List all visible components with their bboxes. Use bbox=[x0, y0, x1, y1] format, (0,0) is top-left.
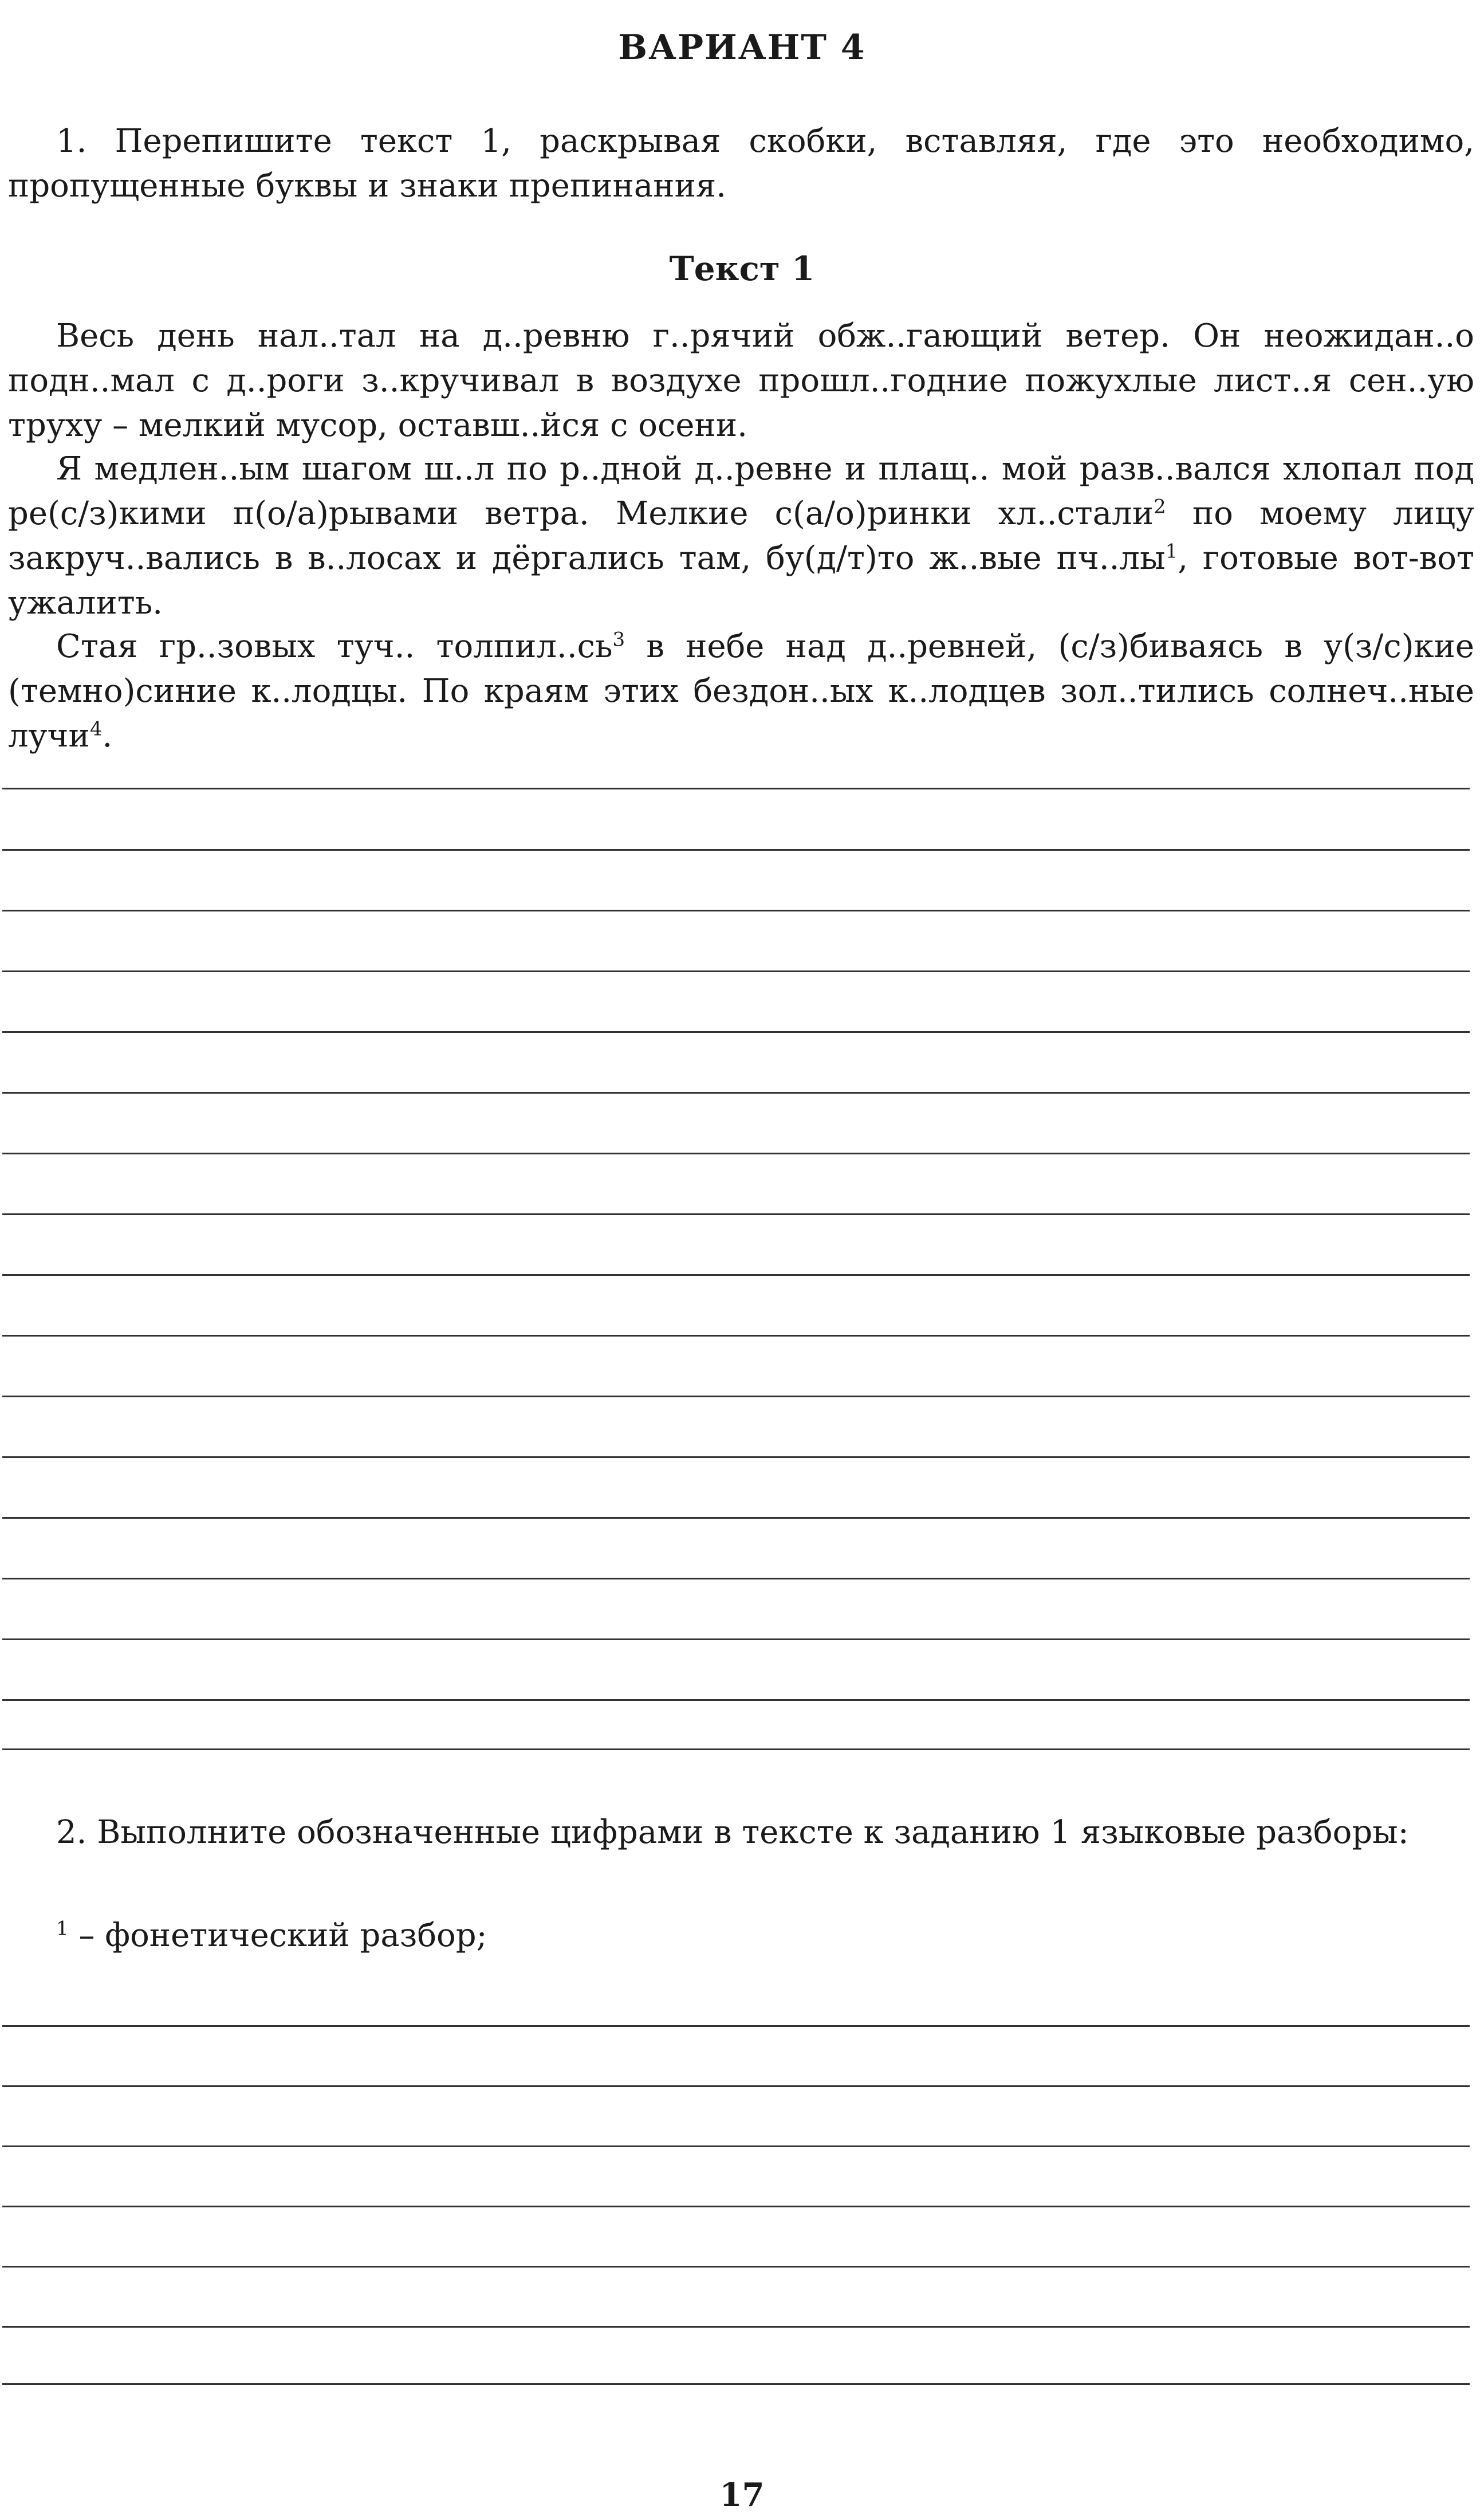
paragraph-2-part-a: Я медлен..ым шагом ш..л по р..дной д..ревне и плащ.. мой разв..вался хлопал под ре(с/з)кими п(о/а)рывами ветра. Мелкие с(а/о)ринки хл..стали bbox=[8, 450, 1474, 532]
variant-title: ВАРИАНТ 4 bbox=[618, 27, 866, 68]
paragraph-3-part-c: . bbox=[102, 717, 113, 754]
answer-line[interactable] bbox=[2, 910, 1470, 911]
paragraph-3-part-a: Стая гр..зовых туч.. толпил..сь bbox=[56, 628, 613, 665]
answer-line[interactable] bbox=[2, 849, 1470, 851]
answer-line[interactable] bbox=[2, 1153, 1470, 1154]
answer-line[interactable] bbox=[2, 970, 1470, 972]
answer-line[interactable] bbox=[2, 1517, 1470, 1519]
text-1-heading: Текст 1 bbox=[669, 249, 815, 288]
text-paragraph-2 bbox=[8, 447, 1474, 626]
footnote-mark-2: 2 bbox=[1154, 495, 1166, 518]
answer-line[interactable] bbox=[2, 2326, 1470, 2328]
page-number: 17 bbox=[719, 2476, 765, 2514]
answer-line[interactable] bbox=[2, 2145, 1470, 2147]
subtask-label: – фонетический разбор; bbox=[68, 1917, 487, 1954]
answer-line[interactable] bbox=[2, 2025, 1470, 2027]
answer-line[interactable] bbox=[2, 1456, 1470, 1458]
answer-line[interactable] bbox=[2, 1748, 1470, 1750]
answer-line[interactable] bbox=[2, 2206, 1470, 2207]
paragraph-2-part-c: , готовые вот-вот ужалить. bbox=[8, 540, 1474, 622]
answer-line[interactable] bbox=[2, 1213, 1470, 1215]
task-1-instruction: 1. Перепишите текст 1, раскрывая скобки, вставляя, где это необходимо, пропущенные буквы и знаки препинания. bbox=[8, 123, 1474, 205]
answer-line[interactable] bbox=[2, 788, 1470, 789]
task-2-subtask-1 bbox=[56, 1913, 487, 1958]
answer-line[interactable] bbox=[2, 1396, 1470, 1397]
answer-line[interactable] bbox=[2, 1638, 1470, 1640]
answer-line[interactable] bbox=[2, 2383, 1470, 2385]
footnote-mark-3: 3 bbox=[612, 628, 625, 651]
task-2-instruction: 2. Выполните обозначенные цифрами в тексте к заданию 1 языковые разборы: bbox=[56, 1814, 1409, 1851]
answer-line[interactable] bbox=[2, 1274, 1470, 1276]
paragraph-2-part-b: по моему лицу закруч..вались в в..лосах и дёргались там, бу(д/т)то ж..вые пч..лы bbox=[8, 495, 1474, 577]
answer-line[interactable] bbox=[2, 1092, 1470, 1094]
answer-line[interactable] bbox=[2, 1031, 1470, 1033]
text-paragraph-3 bbox=[8, 624, 1474, 759]
footnote-mark-4: 4 bbox=[89, 717, 103, 741]
answer-line[interactable] bbox=[2, 1699, 1470, 1701]
footnote-mark-1: 1 bbox=[1165, 540, 1178, 563]
answer-line[interactable] bbox=[2, 1578, 1470, 1579]
subtask-number: 1 bbox=[56, 1917, 69, 1940]
text-paragraph-1: Весь день нал..тал на д..ревню г..рячий обж..гающий ветер. Он неожидан..о подн..мал с д..роги з..кручивал в воздухе прошл..годние пожухлые лист..я сен..ую труху – мелкий мусор, оставш..йся с осени. bbox=[8, 317, 1474, 444]
paragraph-3-part-b: в небе над д..ревней, (с/з)биваясь в у(з/с)кие (темно)синие к..лодцы. По краям этих бездон..ых к..лодцев зол..тились солнеч..ные лучи bbox=[8, 628, 1475, 754]
answer-line[interactable] bbox=[2, 2085, 1470, 2087]
answer-line[interactable] bbox=[2, 2266, 1470, 2268]
answer-line[interactable] bbox=[2, 1335, 1470, 1337]
